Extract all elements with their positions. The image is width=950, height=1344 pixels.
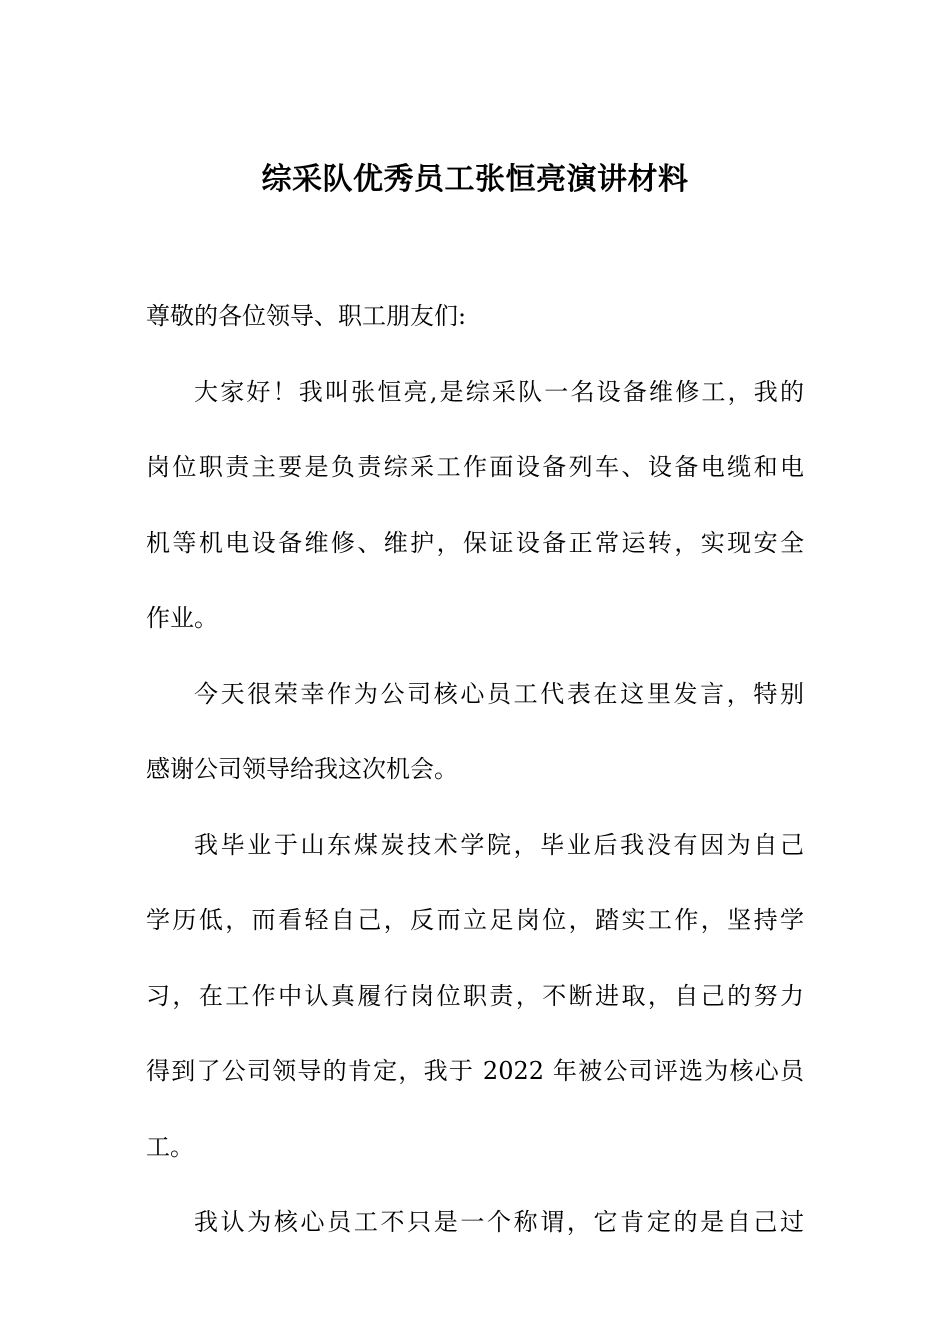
paragraph-1 — [146, 368, 804, 670]
paragraph-line: 机等机电设备维修、维护，保证设备正常运转，实现安全 — [146, 528, 804, 557]
paragraph-line: 工。 — [146, 1132, 194, 1161]
document-body — [146, 292, 804, 1274]
paragraph-3 — [146, 821, 804, 1199]
document-title: 综采队优秀员工张恒亮演讲材料 — [261, 162, 689, 197]
paragraph-2 — [146, 670, 804, 821]
paragraph-line: 作业。 — [146, 604, 218, 632]
paragraph-line: 得到了公司领导的肯定，我于 2022 年被公司评选为核心员 — [146, 1057, 804, 1085]
paragraph-line: 岗位职责主要是负责综采工作面设备列车、设备电缆和电 — [146, 453, 804, 481]
paragraph-line: 大家好！我叫张恒亮,是综采队一名设备维修工，我的 — [194, 377, 804, 406]
paragraph-line: 习，在工作中认真履行岗位职责，不断进取，自己的努力 — [146, 981, 804, 1010]
paragraph-line: 感谢公司领导给我这次机会。 — [146, 755, 458, 783]
salutation: 尊敬的各位领导、职工朋友们: — [146, 302, 467, 330]
paragraph-line: 学历低，而看轻自己，反而立足岗位，踏实工作，坚持学 — [146, 906, 804, 934]
paragraph-line: 我认为核心员工不只是一个称谓，它肯定的是自己过 — [194, 1208, 804, 1236]
paragraph-4 — [146, 1198, 804, 1274]
paragraph-line: 今天很荣幸作为公司核心员工代表在这里发言，特别 — [194, 679, 804, 708]
paragraph-line: 我毕业于山东煤炭技术学院，毕业后我没有因为自己 — [194, 830, 804, 859]
